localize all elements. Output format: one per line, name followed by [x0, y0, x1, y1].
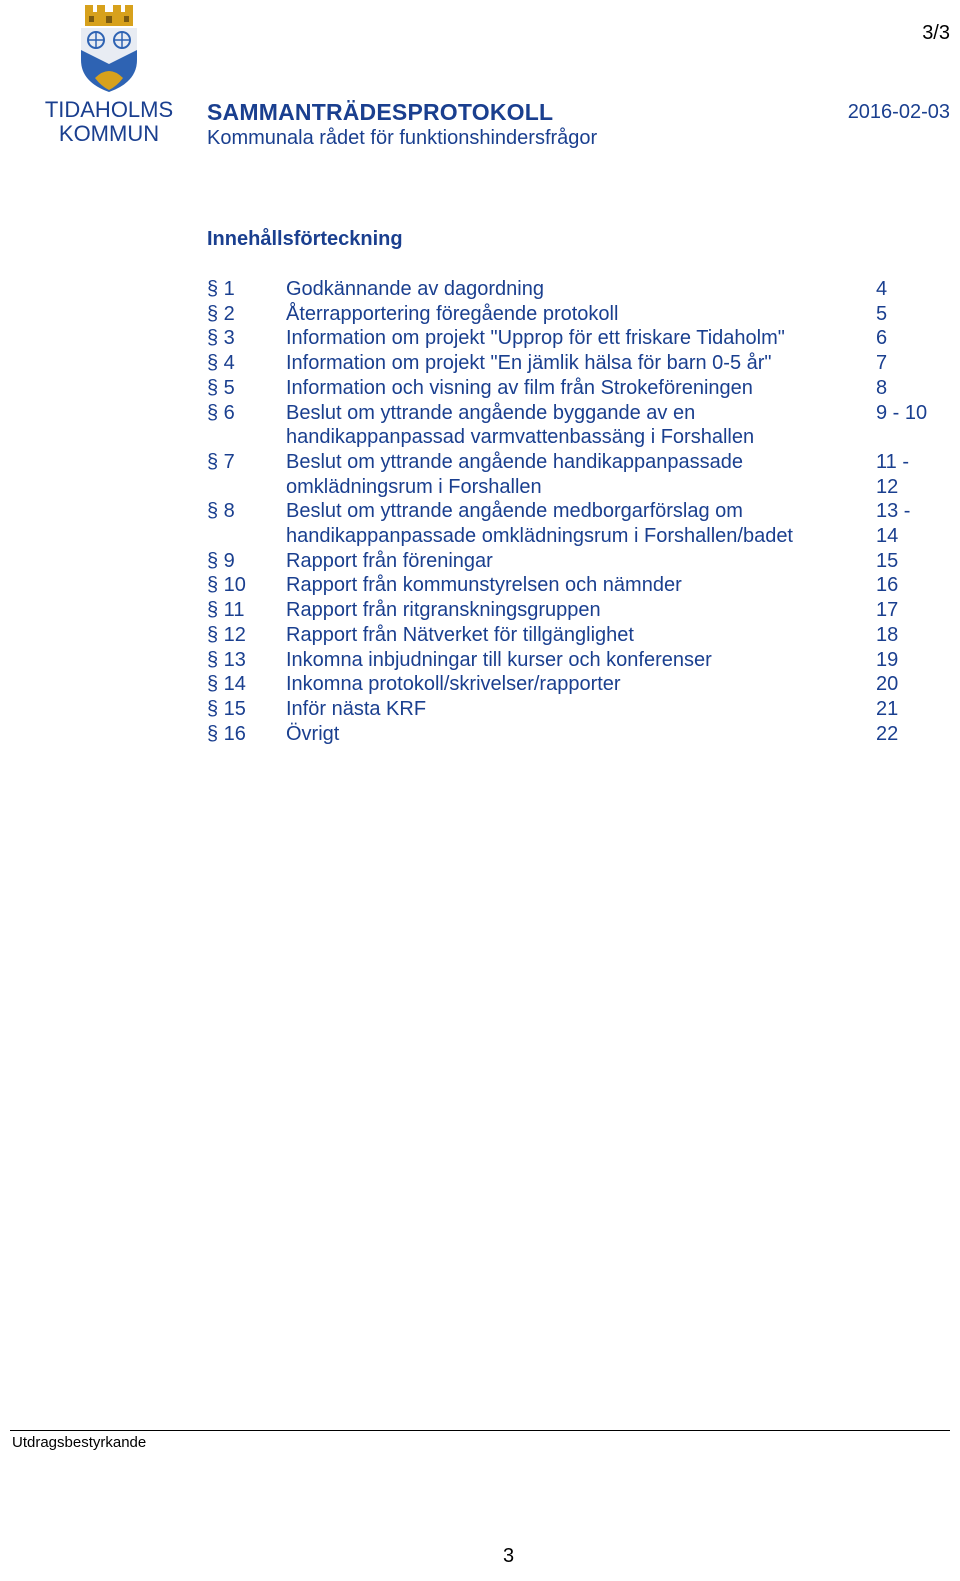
- toc-page-line: 9 - 10: [876, 401, 928, 424]
- toc-title-line: Beslut om yttrande angående handikappanpassade: [286, 450, 744, 473]
- toc-section-number: § 3: [207, 327, 235, 350]
- toc-page-line: 4: [876, 278, 888, 300]
- toc-section-number: § 2: [207, 302, 235, 325]
- footer-label: Utdragsbestyrkande: [12, 1434, 147, 1451]
- toc-section-title: [286, 376, 876, 401]
- toc-row: [207, 648, 947, 673]
- toc-row: [207, 672, 947, 697]
- toc-page-line: 19: [876, 648, 899, 671]
- toc-row: [207, 302, 947, 327]
- toc-page-ref: [876, 326, 887, 351]
- document-title: SAMMANTRÄDESPROTOKOLL: [207, 99, 554, 125]
- toc-page-line: 8: [876, 376, 888, 399]
- toc-page-ref: [876, 648, 898, 673]
- toc-section-title: [286, 401, 876, 450]
- toc-row: [207, 623, 947, 648]
- toc-row: [207, 598, 947, 623]
- toc-page-ref: [876, 549, 898, 574]
- toc-row: [207, 722, 947, 747]
- toc-section-number: § 15: [207, 697, 246, 720]
- toc-page-line: 21: [876, 697, 899, 720]
- toc-page-line: 6: [876, 327, 888, 350]
- toc-title-line: Inför nästa KRF: [286, 697, 427, 720]
- toc-row: [207, 697, 947, 722]
- toc-title-line: omklädningsrum i Forshallen: [286, 475, 542, 498]
- toc-page-ref: [876, 277, 887, 302]
- toc-title-line: Inkomna protokoll/skrivelser/rapporter: [286, 673, 621, 696]
- page-indicator: 3/3: [922, 22, 950, 44]
- toc-page-line: 12: [876, 475, 899, 498]
- toc-section-title: [286, 598, 876, 623]
- toc-page-line: 22: [876, 722, 899, 745]
- toc-row: [207, 499, 947, 548]
- municipality-logo: [36, 2, 182, 150]
- toc-page-ref: [876, 573, 898, 598]
- toc-section-number: § 6: [207, 401, 235, 424]
- toc-page-line: 18: [876, 623, 899, 646]
- toc-row: [207, 401, 947, 450]
- toc-row: [207, 376, 947, 401]
- toc-title-line: Övrigt: [286, 722, 340, 745]
- table-of-contents: [207, 277, 947, 746]
- footer-divider: [10, 1430, 950, 1431]
- toc-page-line: 20: [876, 673, 899, 696]
- toc-page-ref: [876, 351, 887, 376]
- toc-page-line: 14: [876, 525, 899, 548]
- toc-section-number: § 11: [207, 599, 245, 622]
- document-subtitle: Kommunala rådet för funktionshindersfrågor: [207, 127, 598, 149]
- logo-line-2: KOMMUN: [58, 121, 160, 146]
- toc-section-title: [286, 499, 876, 548]
- toc-title-line: Rapport från Nätverket för tillgänglighet: [286, 623, 634, 646]
- toc-section-number: § 16: [207, 722, 246, 745]
- toc-section-number: § 8: [207, 500, 235, 523]
- toc-section-number: § 12: [207, 623, 246, 646]
- toc-row: [207, 450, 947, 499]
- toc-page-ref: [876, 401, 927, 426]
- toc-title-line: Beslut om yttrande angående medborgarförslag om: [286, 500, 743, 523]
- toc-section-title: [286, 697, 876, 722]
- toc-title-line: Rapport från föreningar: [286, 549, 493, 572]
- toc-title-line: Information om projekt "Upprop för ett friskare Tidaholm": [286, 327, 785, 350]
- toc-section-number: § 1: [207, 278, 235, 300]
- toc-row: [207, 549, 947, 574]
- toc-section-number: § 5: [207, 376, 235, 399]
- logo-line-1: TIDAHOLMS: [44, 97, 174, 122]
- toc-section-number: § 9: [207, 549, 235, 572]
- toc-page-ref: [876, 302, 887, 327]
- toc-title-line: Rapport från kommunstyrelsen och nämnder: [286, 574, 682, 597]
- toc-page-ref: [876, 450, 909, 499]
- toc-title-line: Återrapportering föregående protokoll: [286, 302, 619, 325]
- toc-section-title: [286, 326, 876, 351]
- toc-section-title: [286, 623, 876, 648]
- toc-section-title: [286, 573, 876, 598]
- toc-page-ref: [876, 376, 887, 401]
- toc-row: [207, 326, 947, 351]
- toc-page-line: 7: [876, 352, 888, 375]
- toc-section-number: § 13: [207, 648, 246, 671]
- toc-title-line: handikappanpassade omklädningsrum i Forshallen/badet: [286, 525, 793, 548]
- toc-row: [207, 277, 947, 302]
- toc-page-line: 17: [876, 599, 899, 622]
- logo-wordmark: [36, 98, 182, 146]
- toc-section-title: [286, 450, 876, 499]
- toc-section-number: § 10: [207, 574, 246, 597]
- toc-section-number: § 4: [207, 352, 235, 375]
- toc-page-ref: [876, 598, 898, 623]
- toc-title-line: Information om projekt "En jämlik hälsa för barn 0-5 år": [286, 352, 772, 375]
- toc-section-title: [286, 549, 876, 574]
- toc-page-line: 13 -: [876, 500, 911, 523]
- toc-title-line: handikappanpassad varmvattenbassäng i Forshallen: [286, 426, 755, 449]
- page-number: 3: [502, 1545, 515, 1567]
- toc-page-ref: [876, 697, 898, 722]
- document-date: 2016-02-03: [847, 101, 950, 123]
- toc-heading: Innehållsförteckning: [207, 228, 403, 250]
- toc-section-title: [286, 277, 876, 302]
- toc-section-number: § 14: [207, 673, 246, 696]
- coat-of-arms-icon: [73, 2, 145, 94]
- toc-page-line: 16: [876, 574, 899, 597]
- toc-section-number: § 7: [207, 450, 235, 473]
- toc-section-title: [286, 302, 876, 327]
- toc-page-line: 5: [876, 302, 888, 325]
- toc-title-line: Godkännande av dagordning: [286, 278, 544, 300]
- toc-page-ref: [876, 722, 898, 747]
- toc-title-line: Information och visning av film från Strokeföreningen: [286, 376, 753, 399]
- toc-title-line: Inkomna inbjudningar till kurser och konferenser: [286, 648, 712, 671]
- toc-section-title: [286, 672, 876, 697]
- toc-page-ref: [876, 499, 910, 548]
- toc-section-title: [286, 722, 876, 747]
- toc-page-line: 11 -: [876, 450, 909, 473]
- toc-title-line: Beslut om yttrande angående byggande av en: [286, 401, 696, 424]
- toc-page-ref: [876, 623, 898, 648]
- toc-page-ref: [876, 672, 898, 697]
- toc-row: [207, 351, 947, 376]
- toc-section-title: [286, 648, 876, 673]
- toc-title-line: Rapport från ritgranskningsgruppen: [286, 599, 601, 622]
- toc-page-line: 15: [876, 549, 899, 572]
- toc-section-title: [286, 351, 876, 376]
- toc-row: [207, 573, 947, 598]
